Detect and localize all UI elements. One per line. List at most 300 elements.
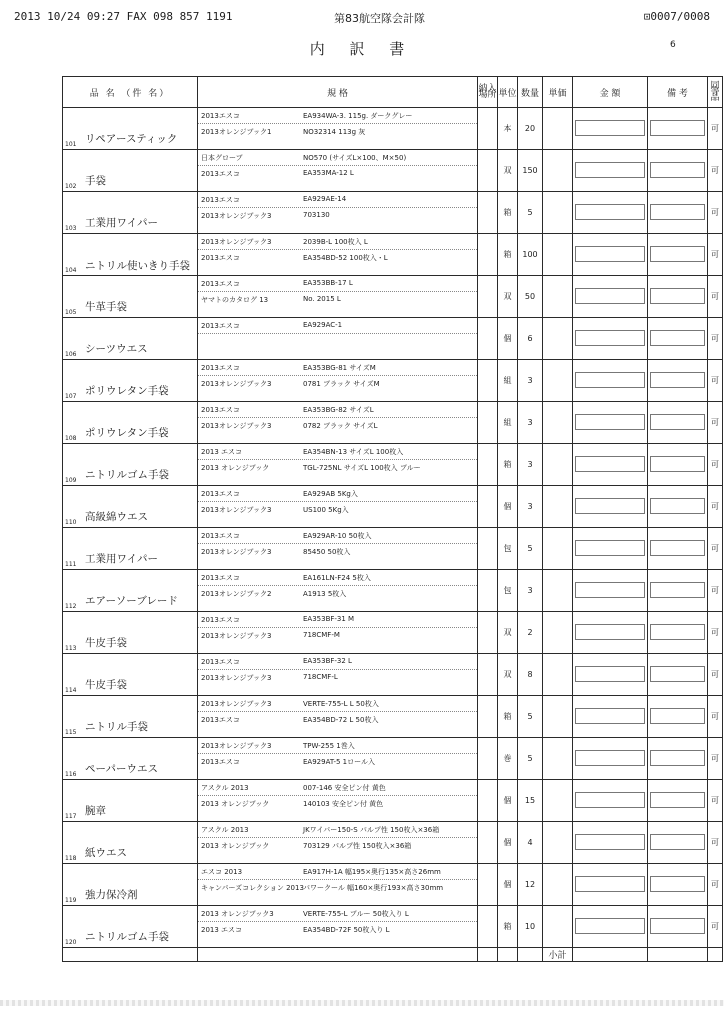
spec-model: US100 5Kg入 bbox=[303, 506, 349, 514]
remarks-box bbox=[650, 456, 705, 472]
spec-cell bbox=[198, 906, 478, 948]
remarks-cell bbox=[648, 570, 708, 612]
row-number: 117 bbox=[65, 813, 77, 820]
unit-price-cell bbox=[543, 738, 573, 780]
equivalent-flag: 可 bbox=[708, 612, 723, 654]
spec-cell bbox=[198, 612, 478, 654]
spec-line bbox=[198, 334, 477, 349]
delivery-cell bbox=[478, 570, 498, 612]
page-number: 6 bbox=[670, 40, 676, 50]
spec-catalog: 2013オレンジブック3 bbox=[201, 548, 272, 556]
row-number: 104 bbox=[65, 267, 77, 274]
remarks-box bbox=[650, 372, 705, 388]
equivalent-flag: 可 bbox=[708, 318, 723, 360]
table-row bbox=[63, 654, 723, 696]
table-row bbox=[63, 696, 723, 738]
spec-catalog: 2013エスコ bbox=[201, 616, 240, 624]
item-name-cell bbox=[63, 234, 198, 276]
spec-model: No. 2015 L bbox=[303, 295, 341, 303]
spec-line bbox=[198, 444, 477, 460]
spec-line bbox=[198, 754, 477, 769]
spec-model: 0782 ブラック サイズL bbox=[303, 422, 378, 430]
spec-cell bbox=[198, 234, 478, 276]
delivery-cell bbox=[478, 654, 498, 696]
spec-model: EA929AT-5 1ロール入 bbox=[303, 758, 375, 766]
spec-catalog: 2013 エスコ bbox=[201, 448, 243, 456]
spec-line bbox=[198, 612, 477, 628]
item-name-cell bbox=[63, 528, 198, 570]
spec-line bbox=[198, 628, 477, 643]
unit-cell: 個 bbox=[498, 780, 518, 822]
amount-box bbox=[575, 750, 645, 766]
remarks-box bbox=[650, 792, 705, 808]
equivalent-flag: 可 bbox=[708, 738, 723, 780]
qty-cell: 2 bbox=[518, 612, 543, 654]
amount-cell bbox=[573, 696, 648, 738]
spec-catalog: 2013エスコ bbox=[201, 170, 240, 178]
spec-line bbox=[198, 780, 477, 796]
delivery-cell bbox=[478, 150, 498, 192]
col-header-delivery: 納入場所 bbox=[478, 77, 498, 108]
spec-line bbox=[198, 822, 477, 838]
qty-cell: 15 bbox=[518, 780, 543, 822]
spec-catalog: 2013エスコ bbox=[201, 716, 240, 724]
spec-model: NO32314 113g 灰 bbox=[303, 128, 366, 136]
subtotal-row bbox=[63, 948, 723, 962]
unit-price-cell bbox=[543, 360, 573, 402]
row-number: 116 bbox=[65, 771, 77, 778]
spec-line bbox=[198, 418, 477, 433]
spec-model: 718CMF-M bbox=[303, 631, 340, 639]
spec-cell bbox=[198, 864, 478, 906]
unit-price-cell bbox=[543, 192, 573, 234]
item-name: 高級綿ウエス bbox=[85, 511, 148, 523]
amount-box bbox=[575, 708, 645, 724]
item-name-cell bbox=[63, 780, 198, 822]
spec-line bbox=[198, 738, 477, 754]
amount-box bbox=[575, 792, 645, 808]
equivalent-flag: 可 bbox=[708, 360, 723, 402]
amount-box bbox=[575, 456, 645, 472]
spec-catalog: 2013 オレンジブック bbox=[201, 800, 270, 808]
spec-model: VERTE-755-L ブルー 50枚入り L bbox=[303, 910, 409, 918]
spec-cell bbox=[198, 402, 478, 444]
spec-catalog: 2013エスコ bbox=[201, 490, 240, 498]
remarks-box bbox=[650, 918, 705, 934]
amount-cell bbox=[573, 234, 648, 276]
spec-catalog: 2013オレンジブック3 bbox=[201, 700, 272, 708]
table-row bbox=[63, 780, 723, 822]
spec-model: EA929AB 5Kg入 bbox=[303, 490, 358, 498]
unit-price-cell bbox=[543, 906, 573, 948]
unit-cell: 個 bbox=[498, 318, 518, 360]
spec-catalog: 2013エスコ bbox=[201, 406, 240, 414]
amount-cell bbox=[573, 276, 648, 318]
qty-cell: 150 bbox=[518, 150, 543, 192]
unit-cell: 双 bbox=[498, 654, 518, 696]
amount-cell bbox=[573, 864, 648, 906]
amount-box bbox=[575, 666, 645, 682]
delivery-cell bbox=[478, 612, 498, 654]
spec-line bbox=[198, 292, 477, 307]
row-number: 103 bbox=[65, 225, 77, 232]
amount-cell bbox=[573, 780, 648, 822]
unit-cell: 包 bbox=[498, 528, 518, 570]
delivery-cell bbox=[478, 108, 498, 150]
remarks-cell bbox=[648, 612, 708, 654]
unit-cell: 箱 bbox=[498, 444, 518, 486]
foot-empty bbox=[648, 948, 708, 962]
item-name-cell bbox=[63, 150, 198, 192]
amount-box bbox=[575, 582, 645, 598]
remarks-cell bbox=[648, 822, 708, 864]
spec-line bbox=[198, 544, 477, 559]
spec-line bbox=[198, 318, 477, 334]
table-row bbox=[63, 864, 723, 906]
header-row bbox=[63, 77, 723, 108]
unit-price-cell bbox=[543, 822, 573, 864]
item-name: 手袋 bbox=[85, 175, 106, 187]
unit-cell: 個 bbox=[498, 486, 518, 528]
col-header-remarks: 備 考 bbox=[648, 77, 708, 108]
remarks-cell bbox=[648, 738, 708, 780]
item-name: 牛皮手袋 bbox=[85, 679, 127, 691]
unit-price-cell bbox=[543, 612, 573, 654]
equivalent-flag: 可 bbox=[708, 192, 723, 234]
spec-line bbox=[198, 108, 477, 124]
item-name-cell bbox=[63, 360, 198, 402]
remarks-cell bbox=[648, 528, 708, 570]
spec-cell bbox=[198, 150, 478, 192]
amount-box bbox=[575, 288, 645, 304]
spec-line bbox=[198, 150, 477, 166]
foot-empty bbox=[708, 948, 723, 962]
row-number: 113 bbox=[65, 645, 77, 652]
spec-catalog: 2013 オレンジブック bbox=[201, 464, 270, 472]
spec-catalog: 2013 オレンジブック3 bbox=[201, 910, 274, 918]
table-row bbox=[63, 108, 723, 150]
spec-model: EA929AR-10 50枚入 bbox=[303, 532, 372, 540]
amount-cell bbox=[573, 150, 648, 192]
equivalent-flag: 可 bbox=[708, 444, 723, 486]
equivalent-flag: 可 bbox=[708, 570, 723, 612]
subtotal-label: 小計 bbox=[543, 948, 573, 962]
unit-price-cell bbox=[543, 654, 573, 696]
delivery-cell bbox=[478, 234, 498, 276]
row-number: 112 bbox=[65, 603, 77, 610]
item-name-cell bbox=[63, 444, 198, 486]
row-number: 101 bbox=[65, 141, 77, 148]
row-number: 119 bbox=[65, 897, 77, 904]
equivalent-flag: 可 bbox=[708, 276, 723, 318]
col-header-qty: 数量 bbox=[518, 77, 543, 108]
remarks-box bbox=[650, 582, 705, 598]
qty-cell: 100 bbox=[518, 234, 543, 276]
qty-cell: 12 bbox=[518, 864, 543, 906]
remarks-cell bbox=[648, 864, 708, 906]
item-name-cell bbox=[63, 486, 198, 528]
document-title: 内 訳 書 bbox=[309, 40, 415, 58]
spec-catalog: 2013エスコ bbox=[201, 322, 240, 330]
amount-cell bbox=[573, 444, 648, 486]
spec-model: 718CMF-L bbox=[303, 673, 338, 681]
spec-model: 703130 bbox=[303, 211, 330, 219]
unit-cell: 本 bbox=[498, 108, 518, 150]
spec-catalog: 2013エスコ bbox=[201, 658, 240, 666]
foot-empty bbox=[478, 948, 498, 962]
spec-model: 703129 パルプ性 150枚入×36箱 bbox=[303, 842, 412, 850]
fax-timestamp: 2013 10/24 09:27 FAX 098 857 1191 bbox=[14, 10, 233, 23]
spec-catalog: 2013エスコ bbox=[201, 196, 240, 204]
qty-cell: 4 bbox=[518, 822, 543, 864]
unit-price-cell bbox=[543, 276, 573, 318]
spec-model: EA353BB-17 L bbox=[303, 279, 353, 287]
amount-cell bbox=[573, 612, 648, 654]
breakdown-table bbox=[62, 76, 723, 962]
spec-line bbox=[198, 670, 477, 685]
unit-cell: 組 bbox=[498, 360, 518, 402]
spec-catalog: 2013エスコ bbox=[201, 532, 240, 540]
item-name-cell bbox=[63, 402, 198, 444]
remarks-box bbox=[650, 540, 705, 556]
item-name: ペーパーウエス bbox=[85, 763, 158, 775]
spec-model: 140103 安全ピン付 黄色 bbox=[303, 800, 384, 808]
spec-catalog: 2013オレンジブック3 bbox=[201, 742, 272, 750]
amount-cell bbox=[573, 822, 648, 864]
item-name-cell bbox=[63, 612, 198, 654]
spec-line bbox=[198, 360, 477, 376]
spec-model: EA354BD-72 L 50枚入 bbox=[303, 716, 379, 724]
spec-cell bbox=[198, 276, 478, 318]
remarks-box bbox=[650, 750, 705, 766]
spec-model: パワークール 幅160×奥行193×高さ30mm bbox=[303, 884, 444, 892]
fax-sender: 第83航空隊会計隊 bbox=[334, 12, 425, 25]
amount-cell bbox=[573, 108, 648, 150]
unit-cell: 個 bbox=[498, 864, 518, 906]
unit-price-cell bbox=[543, 696, 573, 738]
spec-model: EA353BG-82 サイズL bbox=[303, 406, 374, 414]
qty-cell: 3 bbox=[518, 360, 543, 402]
item-name: 強力保冷剤 bbox=[85, 889, 138, 901]
qty-cell: 10 bbox=[518, 906, 543, 948]
remarks-cell bbox=[648, 696, 708, 738]
remarks-cell bbox=[648, 108, 708, 150]
col-header-equivalent: 同等品 bbox=[708, 77, 723, 108]
spec-cell bbox=[198, 654, 478, 696]
equivalent-flag: 可 bbox=[708, 822, 723, 864]
unit-price-cell bbox=[543, 780, 573, 822]
item-name-cell bbox=[63, 318, 198, 360]
table-row bbox=[63, 360, 723, 402]
remarks-cell bbox=[648, 486, 708, 528]
qty-cell: 5 bbox=[518, 192, 543, 234]
spec-line bbox=[198, 906, 477, 922]
amount-box bbox=[575, 204, 645, 220]
table-row bbox=[63, 192, 723, 234]
equivalent-flag: 可 bbox=[708, 906, 723, 948]
spec-cell bbox=[198, 528, 478, 570]
qty-cell: 3 bbox=[518, 570, 543, 612]
row-number: 115 bbox=[65, 729, 77, 736]
spec-line bbox=[198, 124, 477, 139]
amount-box bbox=[575, 834, 645, 850]
equivalent-flag: 可 bbox=[708, 528, 723, 570]
spec-line bbox=[198, 402, 477, 418]
spec-line bbox=[198, 376, 477, 391]
remarks-box bbox=[650, 288, 705, 304]
remarks-box bbox=[650, 162, 705, 178]
subtotal-amount bbox=[573, 948, 648, 962]
spec-cell bbox=[198, 780, 478, 822]
qty-cell: 3 bbox=[518, 402, 543, 444]
unit-price-cell bbox=[543, 528, 573, 570]
table-row bbox=[63, 612, 723, 654]
delivery-cell bbox=[478, 486, 498, 528]
unit-cell: 箱 bbox=[498, 234, 518, 276]
unit-cell: 箱 bbox=[498, 192, 518, 234]
spec-model: EA917H-1A 幅195×奥行135×高さ26mm bbox=[303, 868, 441, 876]
spec-catalog: 2013オレンジブック3 bbox=[201, 632, 272, 640]
spec-catalog: 2013エスコ bbox=[201, 280, 240, 288]
row-number: 108 bbox=[65, 435, 77, 442]
unit-cell: 双 bbox=[498, 612, 518, 654]
unit-price-cell bbox=[543, 486, 573, 528]
spec-model: A1913 5枚入 bbox=[303, 590, 347, 598]
unit-price-cell bbox=[543, 150, 573, 192]
item-name: ニトリル手袋 bbox=[85, 721, 148, 733]
amount-box bbox=[575, 162, 645, 178]
row-number: 106 bbox=[65, 351, 77, 358]
spec-catalog: 2013オレンジブック2 bbox=[201, 590, 272, 598]
amount-box bbox=[575, 372, 645, 388]
remarks-box bbox=[650, 876, 705, 892]
spec-line bbox=[198, 234, 477, 250]
amount-cell bbox=[573, 570, 648, 612]
spec-catalog: アスクル 2013 bbox=[201, 826, 249, 834]
spec-catalog: 2013オレンジブック3 bbox=[201, 674, 272, 682]
spec-model: 0781 ブラック サイズM bbox=[303, 380, 380, 388]
delivery-cell bbox=[478, 276, 498, 318]
amount-cell bbox=[573, 192, 648, 234]
delivery-cell bbox=[478, 696, 498, 738]
spec-line bbox=[198, 208, 477, 223]
spec-line bbox=[198, 696, 477, 712]
spec-cell bbox=[198, 444, 478, 486]
amount-box bbox=[575, 498, 645, 514]
remarks-box bbox=[650, 246, 705, 262]
amount-cell bbox=[573, 486, 648, 528]
table-row bbox=[63, 906, 723, 948]
spec-catalog: 2013 オレンジブック bbox=[201, 842, 270, 850]
table-row bbox=[63, 234, 723, 276]
remarks-cell bbox=[648, 780, 708, 822]
remarks-box bbox=[650, 624, 705, 640]
remarks-box bbox=[650, 708, 705, 724]
row-number: 109 bbox=[65, 477, 77, 484]
delivery-cell bbox=[478, 192, 498, 234]
amount-cell bbox=[573, 654, 648, 696]
remarks-box bbox=[650, 666, 705, 682]
spec-catalog: 2013エスコ bbox=[201, 574, 240, 582]
spec-model: EA161LN-F24 5枚入 bbox=[303, 574, 371, 582]
item-name-cell bbox=[63, 192, 198, 234]
unit-price-cell bbox=[543, 108, 573, 150]
col-header-unit: 単位 bbox=[498, 77, 518, 108]
unit-price-cell bbox=[543, 570, 573, 612]
spec-catalog: アスクル 2013 bbox=[201, 784, 249, 792]
spec-line bbox=[198, 528, 477, 544]
spec-catalog: 2013オレンジブック1 bbox=[201, 128, 272, 136]
spec-line bbox=[198, 864, 477, 880]
qty-cell: 3 bbox=[518, 486, 543, 528]
item-name: ニトリルゴム手袋 bbox=[85, 469, 169, 481]
spec-cell bbox=[198, 822, 478, 864]
remarks-box bbox=[650, 498, 705, 514]
spec-catalog: 2013 エスコ bbox=[201, 926, 243, 934]
spec-model: EA353MA-12 L bbox=[303, 169, 354, 177]
scan-artifact-strip bbox=[0, 1000, 724, 1006]
spec-model: EA354BD-72F 50枚入り L bbox=[303, 926, 390, 934]
remarks-cell bbox=[648, 654, 708, 696]
amount-cell bbox=[573, 738, 648, 780]
item-name: ニトリルゴム手袋 bbox=[85, 931, 169, 943]
remarks-cell bbox=[648, 318, 708, 360]
table-row bbox=[63, 738, 723, 780]
unit-cell: 巻 bbox=[498, 738, 518, 780]
item-name-cell bbox=[63, 696, 198, 738]
spec-catalog: 2013エスコ bbox=[201, 758, 240, 766]
item-name-cell bbox=[63, 738, 198, 780]
item-name: 工業用ワイパー bbox=[85, 553, 158, 565]
remarks-box bbox=[650, 120, 705, 136]
amount-cell bbox=[573, 318, 648, 360]
delivery-cell bbox=[478, 738, 498, 780]
spec-line bbox=[198, 460, 477, 475]
spec-line bbox=[198, 166, 477, 181]
col-header-unit-price: 単価 bbox=[543, 77, 573, 108]
equivalent-flag: 可 bbox=[708, 402, 723, 444]
table-row bbox=[63, 444, 723, 486]
delivery-cell bbox=[478, 318, 498, 360]
spec-line bbox=[198, 654, 477, 670]
unit-price-cell bbox=[543, 444, 573, 486]
spec-line bbox=[198, 486, 477, 502]
row-number: 105 bbox=[65, 309, 77, 316]
spec-cell bbox=[198, 486, 478, 528]
remarks-cell bbox=[648, 360, 708, 402]
remarks-cell bbox=[648, 192, 708, 234]
remarks-cell bbox=[648, 402, 708, 444]
spec-line bbox=[198, 250, 477, 265]
remarks-box bbox=[650, 414, 705, 430]
spec-cell bbox=[198, 108, 478, 150]
unit-price-cell bbox=[543, 864, 573, 906]
spec-line bbox=[198, 570, 477, 586]
row-number: 111 bbox=[65, 561, 77, 568]
item-name: シーツウエス bbox=[85, 343, 148, 355]
row-number: 120 bbox=[65, 939, 77, 946]
remarks-cell bbox=[648, 906, 708, 948]
unit-price-cell bbox=[543, 402, 573, 444]
spec-catalog: 2013オレンジブック3 bbox=[201, 212, 272, 220]
amount-cell bbox=[573, 360, 648, 402]
equivalent-flag: 可 bbox=[708, 486, 723, 528]
spec-line bbox=[198, 276, 477, 292]
unit-cell: 包 bbox=[498, 570, 518, 612]
spec-model: EA353BG-81 サイズM bbox=[303, 364, 376, 372]
spec-model: 2039B-L 100枚入 L bbox=[303, 238, 368, 246]
item-name-cell bbox=[63, 864, 198, 906]
